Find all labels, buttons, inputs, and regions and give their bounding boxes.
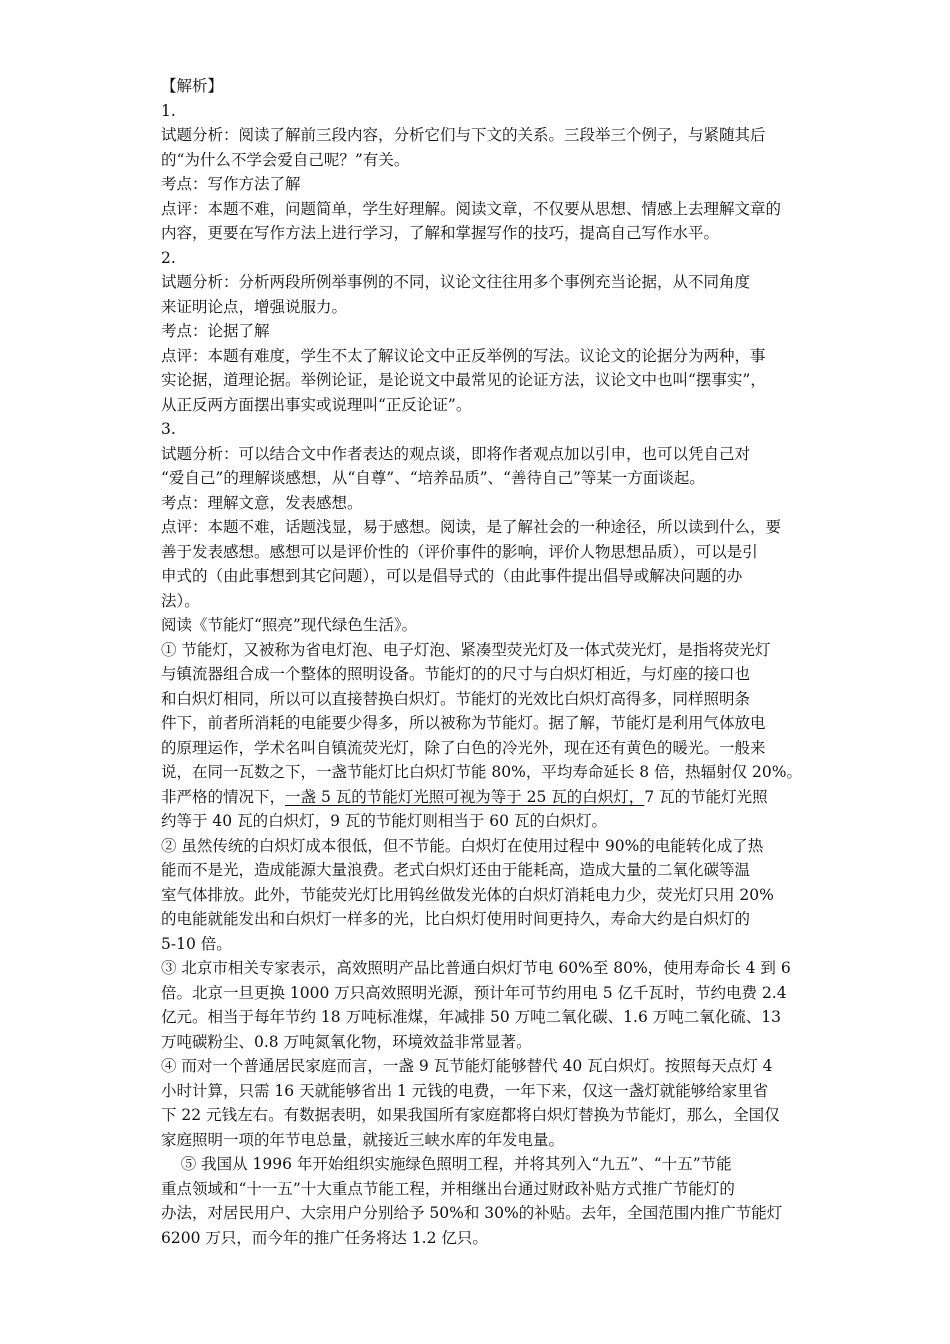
para1-line: 约等于 40 瓦的白炽灯，9 瓦的节能灯则相当于 60 瓦的白炽灯。 [161,812,607,830]
para3-line: 亿元。相当于每年节约 18 万吨标准煤，年减排 50 万吨二氧化碳、1.6 万吨二氧化硫、13 [161,1008,781,1026]
para4-line: 下 22 元钱左右。有数据表明，如果我国所有家庭都将白炽灯替换为节能灯，那么，全国仅 [161,1106,780,1124]
para5-line: 6200 万只，而今年的推广任务将达 1.2 亿只。 [161,1228,488,1247]
para2-line: 能而不是光，造成能源大量浪费。老式白炽灯还由于能耗高，造成大量的二氧化碳等温 [161,861,751,879]
para1-underlined-line [161,785,801,810]
para3-line: ③ 北京市相关专家表示，高效照明产品比普通白炽灯节电 60%至 80%，使用寿命长 4 到 6 [161,959,791,977]
para1-line: 说，在同一瓦数之下，一盏节能灯比白炽灯节能 80%，平均寿命延长 8 倍，热辐射仅 20%。 [161,763,802,781]
q3-comment-line: 申式的（由此事想到其它问题），可以是倡导式的（由此事件提出倡导或解决问题的办 [161,567,743,585]
para1-line: 的原理运作，学术名叫自镇流荧光灯，除了白色的冷光外，现在还有黄色的暖光。一般来 [161,738,766,757]
q1-number: 1. [161,101,176,120]
para5-line: 重点领域和“十一五”十大重点节能工程，并相继出台通过财政补贴方式推广节能灯的 [161,1179,735,1198]
para4-line: 小时计算，只需 16 天就能够省出 1 元钱的电费，一年下来，仅这一盏灯就能够给家里省 [161,1081,769,1100]
para1-prefix: 非严格的情况下， [161,787,286,806]
para1-suffix: 7 瓦的节能灯光照 [644,787,768,806]
q3-number: 3. [161,420,176,438]
answer-header: 【解析】 [161,77,224,95]
q3-point: 考点：理解文意，发表感想。 [161,493,363,512]
para3-line: 万吨碳粉尘、0.8 万吨氮氧化物，环境效益非常显著。 [161,1032,532,1051]
q3-analysis-line: “爱自己”的理解谈感想，从“自尊”、“培养品质”、“善待自己”等某一方面谈起。 [161,469,705,487]
q2-comment-line: 实论据，道理论据。举例论证，是论说文中最常见的论证方法，议论文中也叫“摆事实”， [161,371,766,389]
q2-analysis-line: 试题分析：分析两段所例举事例的不同，议论文往往用多个事例充当论据，从不同角度 [161,273,751,291]
para1-line: ① 节能灯，又被称为省电灯泡、电子灯泡、紧凑型荧光灯及一体式荧光灯，是指将荧光灯 [161,640,771,659]
q2-comment-line: 点评：本题有难度，学生不太了解议论文中正反举例的写法。议论文的论据分为两种，事 [161,346,766,365]
q2-analysis-line: 来证明论点，增强说服力。 [161,297,348,316]
q1-analysis-line: 的“为什么不学会爱自己呢？”有关。 [161,150,410,169]
q2-point: 考点：论据了解 [161,322,270,340]
para2-line: 5-10 倍。 [161,934,232,953]
q1-point: 考点：写作方法了解 [161,175,301,193]
q3-comment-line: 法）。 [161,591,200,610]
para2-line: 的电能就能发出和白炽灯一样多的光，比白炽灯使用时间更持久，寿命大约是白炽灯的 [161,910,751,928]
para2-line: 室气体排放。此外，节能荧光灯比用钨丝做发光体的白炽灯消耗电力少，荧光灯只用 20% [161,885,774,904]
q3-comment-line: 善于发表感想。感想可以是评价性的（评价事件的影响，评价人物思想品质），可以是引 [161,542,758,561]
para4-line: ④ 而对一个普通居民家庭而言，一盏 9 瓦节能灯能够替代 40 瓦白炽灯。按照每天点灯 4 [161,1057,773,1075]
q2-number: 2. [161,248,176,267]
q2-comment-line: 从正反两方面摆出事实或说理叫“正反论证”。 [161,395,472,414]
q1-comment-line: 点评：本题不难，问题简单，学生好理解。阅读文章，不仅要从思想、情感上去理解文章的 [161,199,782,218]
underlined-sentence: 一盏 5 瓦的节能灯光照可视为等于 25 瓦的白炽灯， [285,787,645,806]
para1-line: 和白炽灯相同，所以可以直接替换白炽灯。节能灯的光效比白炽灯高得多，同样照明条 [161,689,751,708]
q1-analysis-line: 试题分析：阅读了解前三段内容，分析它们与下文的关系。三段举三个例子，与紧随其后 [161,126,766,144]
q3-analysis-line: 试题分析：可以结合文中作者表达的观点谈，即将作者观点加以引申，也可以凭自己对 [161,444,751,463]
para3-line: 倍。北京一旦更换 1000 万只高效照明光源，预计年可节约用电 5 亿千瓦时，节约电费 2.4 [161,983,787,1002]
reading-title: 阅读《节能灯“照亮”现代绿色生活》。 [161,616,418,634]
para5-line: ⑤ 我国从 1996 年开始组织实施绿色照明工程，并将其列入“九五”、“十五”节能 [161,1155,732,1173]
para1-line: 件下，前者所消耗的电能要少得多，所以被称为节能灯。据了解，节能灯是利用气体放电 [161,714,766,732]
para1-line: 与镇流器组合成一个整体的照明设备。节能灯的的尺寸与白炽灯相近，与灯座的接口也 [161,665,751,683]
para4-line: 家庭照明一项的年节电总量，就接近三峡水库的年发电量。 [161,1130,565,1149]
para5-line: 办法，对居民用户、大宗用户分别给予 50%和 30%的补贴。去年，全国范围内推广节能灯 [161,1204,783,1222]
q1-comment-line: 内容，更要在写作方法上进行学习，了解和掌握写作的技巧，提高自己写作水平。 [161,224,720,242]
para2-line: ② 虽然传统的白炽灯成本很低，但不节能。白炽灯在使用过程中 90%的电能转化成了热 [161,836,764,855]
q3-comment-line: 点评：本题不难，话题浅显，易于感想。阅读，是了解社会的一种途径，所以读到什么，要 [161,518,782,536]
document-body [161,74,801,1250]
